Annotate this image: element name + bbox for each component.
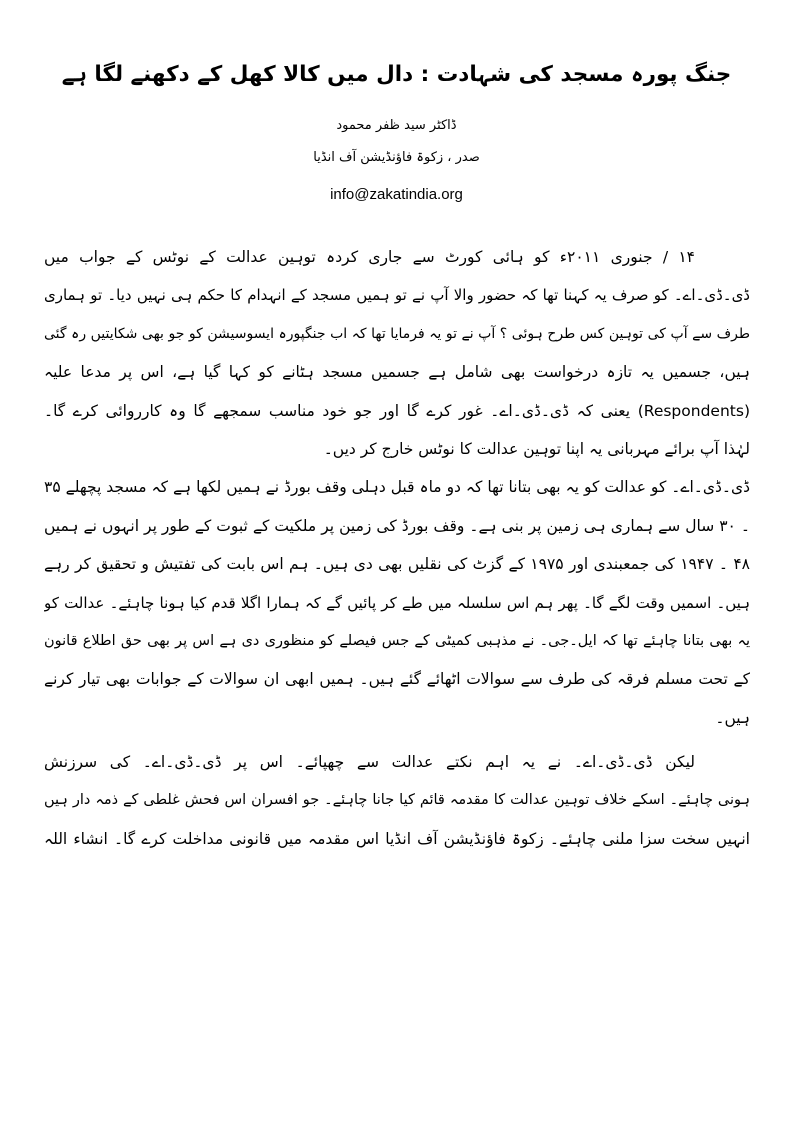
paragraph-2-line: ہیں۔ اسمیں وقت لگے گا۔ پھر ہم اس سلسلہ میں طے کر پائیں گے کہ ہمارا اگلا قدم کیا ہونا چاہئے۔ عدالت کو (44, 593, 750, 612)
paragraph-1-line: لہٰذا آپ برائے مہربانی یہ اپنا توہین عدالت کا نوٹس خارج کر دیں۔ (323, 439, 750, 458)
paragraph-2-line: کے تحت مسلم فرقہ کی طرف سے سوالات اٹھائے گئے ہیں۔ ہمیں ابھی ان سوالات کے جوابات بھی تیار کرنے (44, 670, 750, 689)
author-name: ڈاکٹر سید ظفر محمود (336, 118, 457, 133)
paragraph-2-line: ہیں۔ (715, 708, 750, 727)
article-body (44, 238, 750, 858)
paragraph-3-line: لیکن ڈی۔ڈی۔اے۔ نے یہ اہم نکتے عدالت سے چھپائے۔ اس پر ڈی۔ڈی۔اے۔ کی سرزنش (44, 753, 695, 772)
article-title: جنگ پورہ مسجد کی شہادت : دال میں کالا کھل کے دکھنے لگا ہے (61, 62, 732, 87)
paragraph-3-line: انہیں سخت سزا ملنی چاہئے۔ زکوۃ فاؤنڈیشن آف انڈیا اس مقدمہ میں قانونی مداخلت کرے گا۔ انشاء اللہ (44, 829, 750, 848)
paragraph-2-line: ۔ ۳۰ سال سے ہماری ہی زمین پر بنی ہے۔ وقف بورڈ کی زمین پر ملکیت کے ثبوت کے طور پر انہوں نے ہمیں (44, 516, 750, 535)
paragraph-1-line: ہیں، جسمیں یہ تازہ درخواست بھی شامل ہے جسمیں مسجد ہٹانے کو کہا گیا ہے، اس پر مدعا علیہ (44, 363, 750, 382)
paragraph-3-line: ہونی چاہئے۔ اسکے خلاف توہین عدالت کا مقدمہ قائم کیا جانا چاہئے۔ جو افسران اس فحش غلطی کے ذمہ دار ہیں (44, 792, 750, 809)
author-designation: صدر ، زکوۃ فاؤنڈیشن آف انڈیا (313, 150, 480, 165)
paragraph-1-line: ڈی۔ڈی۔اے۔ کو صرف یہ کہنا تھا کہ حضور والا آپ نے تو ہمیں مسجد کے انہدام کا حکم ہی نہیں دیا۔ تو ہماری (44, 286, 750, 305)
paragraph-2-line: ڈی۔ڈی۔اے۔ کو عدالت کو یہ بھی بتانا تھا کہ دو ماہ قبل دہلی وقف بورڈ نے ہمیں لکھا ہے کہ مسجد پچھلے ۳۵ (44, 478, 750, 497)
contact-email: info@zakatindia.org (330, 186, 463, 203)
paragraph-1-line: طرف سے آپ کی توہین کس طرح ہوئی ؟ آپ نے تو یہ فرمایا تھا کہ اب جنگپورہ ایسوسیشن کو جو بھی شکایتیں رہ گئی (44, 325, 750, 342)
paragraph-1-line: ۱۴ / جنوری ۲۰۱۱ء کو ہائی کورٹ سے جاری کردہ توہین عدالت کے نوٹس کے جواب میں (44, 248, 695, 266)
paragraph-2-line: ۴۸ ۔ ۱۹۴۷ کی جمعبندی اور ۱۹۷۵ کے گزٹ کی نقلیں بھی دی ہیں۔ ہم اس بابت کی تفتیش و تحقیق کر رہے (44, 555, 750, 574)
paragraph-1-line: (Respondents) یعنی کہ ڈی۔ڈی۔اے۔ غور کرے گا اور جو خود مناسب سمجھے گا وہ کارروائی کرے گا۔ (44, 401, 750, 420)
paragraph-2-line: یہ بھی بتانا چاہئے تھا کہ ایل۔جی۔ نے مذہبی کمیٹی کے جس فیصلے کو منظوری دی ہے اس پر بھی حق اطلاع قانون (44, 632, 750, 649)
